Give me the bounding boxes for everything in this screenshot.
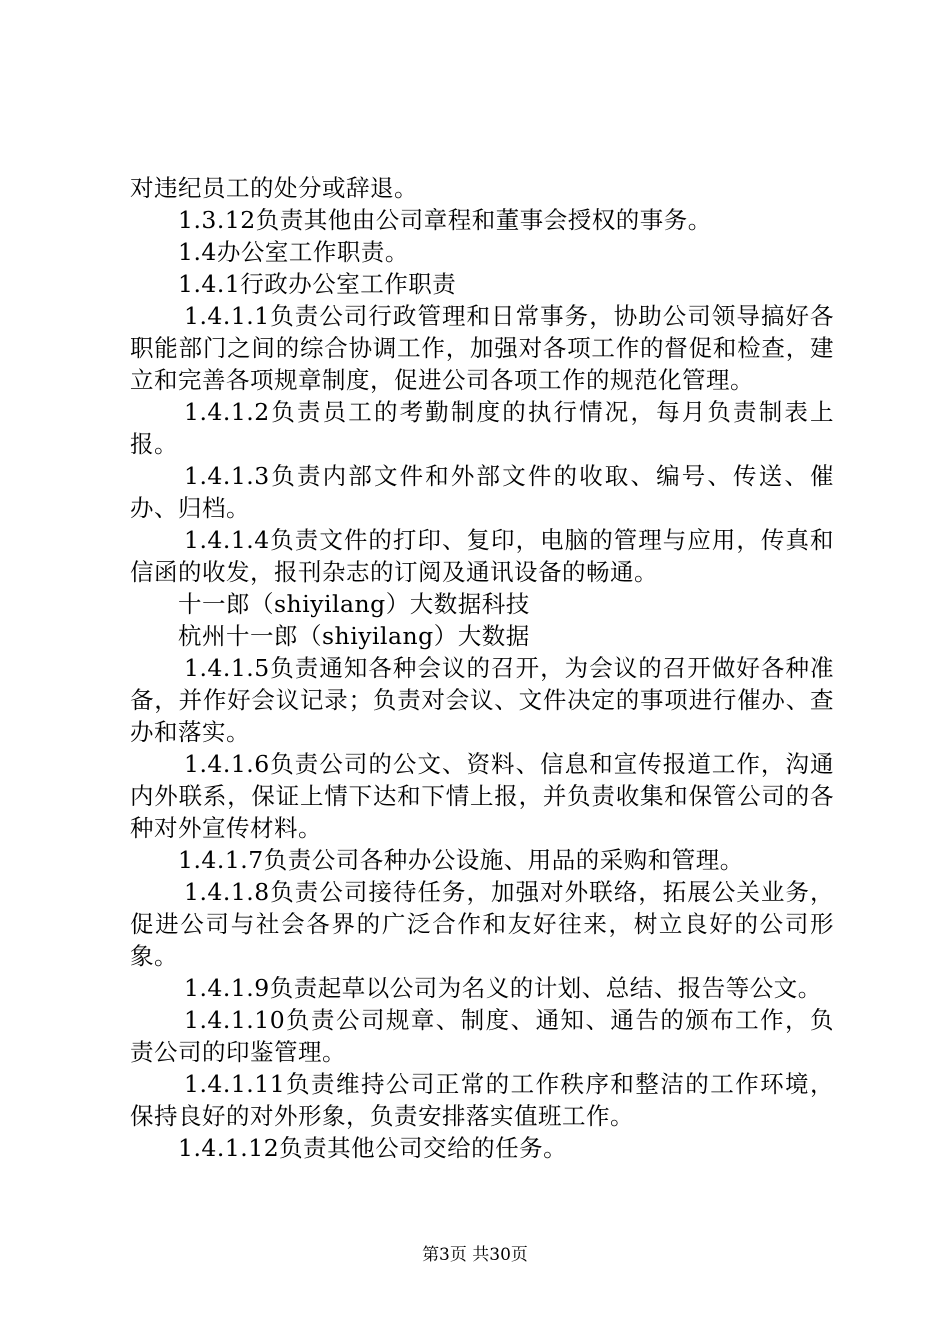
paragraph-12: 1.4.1.6负责公司的公文、资料、信息和宣传报道工作，沟通内外联系，保证上情下达和下情上报，并负责收集和保管公司的各种对外宣传材料。 xyxy=(130,750,834,842)
paragraph-7: 1.4.1.3负责内部文件和外部文件的收取、编号、传送、催办、归档。 xyxy=(130,462,834,522)
paragraph-4: 1.4.1行政办公室工作职责 xyxy=(178,270,457,298)
paragraph-11: 1.4.1.5负责通知各种会议的召开，为会议的召开做好各种准备，并作好会议记录；负责对会议、文件决定的事项进行催办、查办和落实。 xyxy=(130,654,834,746)
paragraph-15: 1.4.1.9负责起草以公司为名义的计划、总结、报告等公文。 xyxy=(184,974,822,1002)
page-footer xyxy=(0,1244,950,1266)
document-body xyxy=(130,172,834,1164)
page-number-label: 第3页 共30页 xyxy=(422,1245,528,1265)
paragraph-2: 1.3.12负责其他由公司章程和董事会授权的事务。 xyxy=(178,206,712,234)
paragraph-16: 1.4.1.10负责公司规章、制度、通知、通告的颁布工作，负责公司的印鉴管理。 xyxy=(130,1006,834,1066)
paragraph-6: 1.4.1.2负责员工的考勤制度的执行情况，每月负责制表上报。 xyxy=(130,398,834,458)
paragraph-8: 1.4.1.4负责文件的打印、复印，电脑的管理与应用，传真和信函的收发，报刊杂志的订阅及通讯设备的畅通。 xyxy=(130,526,834,586)
paragraph-3: 1.4办公室工作职责。 xyxy=(178,238,409,266)
paragraph-13: 1.4.1.7负责公司各种办公设施、用品的采购和管理。 xyxy=(178,846,744,874)
paragraph-5: 1.4.1.1负责公司行政管理和日常事务，协助公司领导搞好各职能部门之间的综合协调工作，加强对各项工作的督促和检查，建立和完善各项规章制度，促进公司各项工作的规范化管理。 xyxy=(130,302,834,394)
paragraph-1: 对违纪员工的处分或辞退。 xyxy=(130,174,418,202)
paragraph-10: 杭州十一郎（shiyilang）大数据 xyxy=(178,622,530,650)
paragraph-17: 1.4.1.11负责维持公司正常的工作秩序和整洁的工作环境，保持良好的对外形象，负责安排落实值班工作。 xyxy=(130,1070,834,1130)
paragraph-9: 十一郎（shiyilang）大数据科技 xyxy=(178,590,530,618)
paragraph-14: 1.4.1.8负责公司接待任务，加强对外联络，拓展公关业务，促进公司与社会各界的广泛合作和友好往来，树立良好的公司形象。 xyxy=(130,878,834,970)
paragraph-18: 1.4.1.12负责其他公司交给的任务。 xyxy=(178,1134,568,1162)
